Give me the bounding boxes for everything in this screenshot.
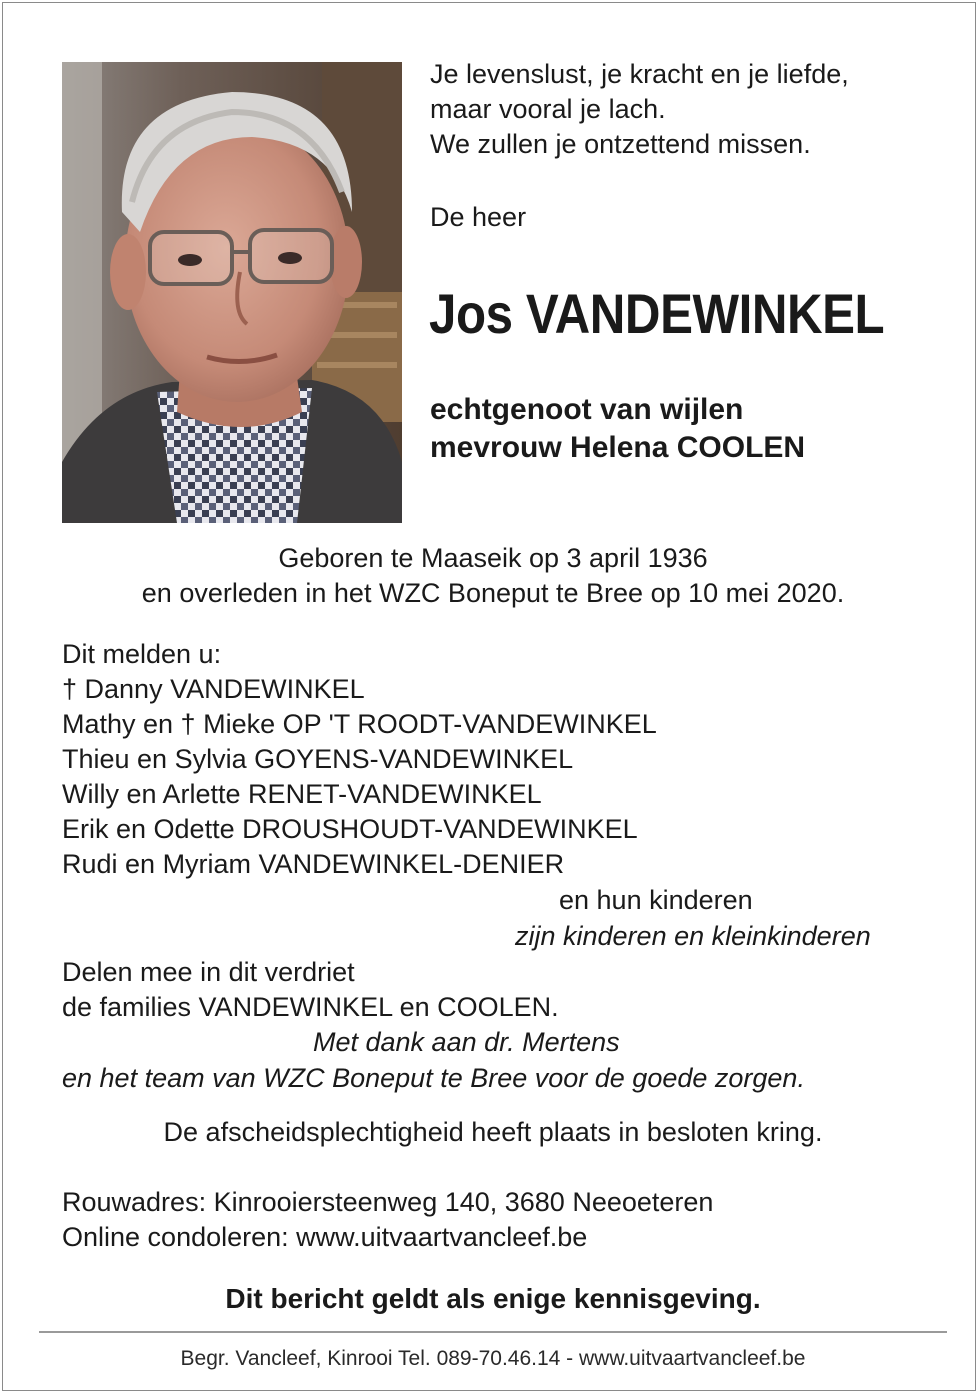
family-member: † Danny VANDEWINKEL — [62, 674, 365, 704]
poem-line: maar vooral je lach. — [430, 94, 666, 124]
thanks-line-1: Met dank aan dr. Mertens — [313, 1027, 620, 1057]
spouse-line: echtgenoot van wijlen — [430, 393, 744, 426]
portrait-illustration — [62, 62, 402, 523]
family-member: Mathy en † Mieke OP 'T ROODT-VANDEWINKEL — [62, 709, 657, 739]
portrait-photo — [62, 62, 402, 523]
divider — [39, 1331, 947, 1333]
share-line: Delen mee in dit verdriet — [62, 957, 355, 987]
poem-line: Je levenslust, je kracht en je liefde, — [430, 59, 849, 89]
death-line: en overleden in het WZC Boneput te Bree op 10 mei 2020. — [141, 578, 845, 608]
mourning-address: Rouwadres: Kinrooiersteenweg 140, 3680 Neeoeteren — [62, 1187, 714, 1217]
ceremony-info: De afscheidsplechtigheid heeft plaats in besloten kring. — [163, 1117, 823, 1147]
obituary-card — [2, 2, 976, 1391]
children-note: en hun kinderen — [559, 885, 753, 915]
birth-line: Geboren te Maaseik op 3 april 1936 — [278, 543, 708, 573]
birth-death-info — [3, 541, 980, 611]
honorific: De heer — [430, 202, 527, 232]
announcement — [62, 637, 657, 882]
family-member: Thieu en Sylvia GOYENS-VANDEWINKEL — [62, 744, 574, 774]
family-member: Rudi en Myriam VANDEWINKEL-DENIER — [62, 849, 565, 879]
thanks-line-2: en het team van WZC Boneput te Bree voor de goede zorgen. — [62, 1063, 805, 1093]
poem-line: We zullen je ontzettend missen. — [430, 129, 811, 159]
deceased-name: Jos VANDEWINKEL — [429, 282, 885, 345]
share-grief — [62, 955, 559, 1025]
family-member: Erik en Odette DROUSHOUDT-VANDEWINKEL — [62, 814, 638, 844]
family-member: Willy en Arlette RENET-VANDEWINKEL — [62, 779, 542, 809]
contact-info — [62, 1185, 713, 1255]
share-line: de families VANDEWINKEL en COOLEN. — [62, 992, 559, 1022]
poem — [430, 57, 849, 162]
announcement-intro: Dit melden u: — [62, 639, 222, 669]
footer-funeral-home: Begr. Vancleef, Kinrooi Tel. 089-70.46.14 - www.uitvaartvancleef.be — [180, 1347, 806, 1370]
notice: Dit bericht geldt als enige kennisgeving. — [225, 1283, 761, 1314]
spouse-line: mevrouw Helena COOLEN — [430, 431, 806, 464]
online-condolence: Online condoleren: www.uitvaartvancleef.be — [62, 1222, 588, 1252]
grandchildren-note: zijn kinderen en kleinkinderen — [515, 921, 871, 951]
spouse-info — [430, 391, 805, 467]
